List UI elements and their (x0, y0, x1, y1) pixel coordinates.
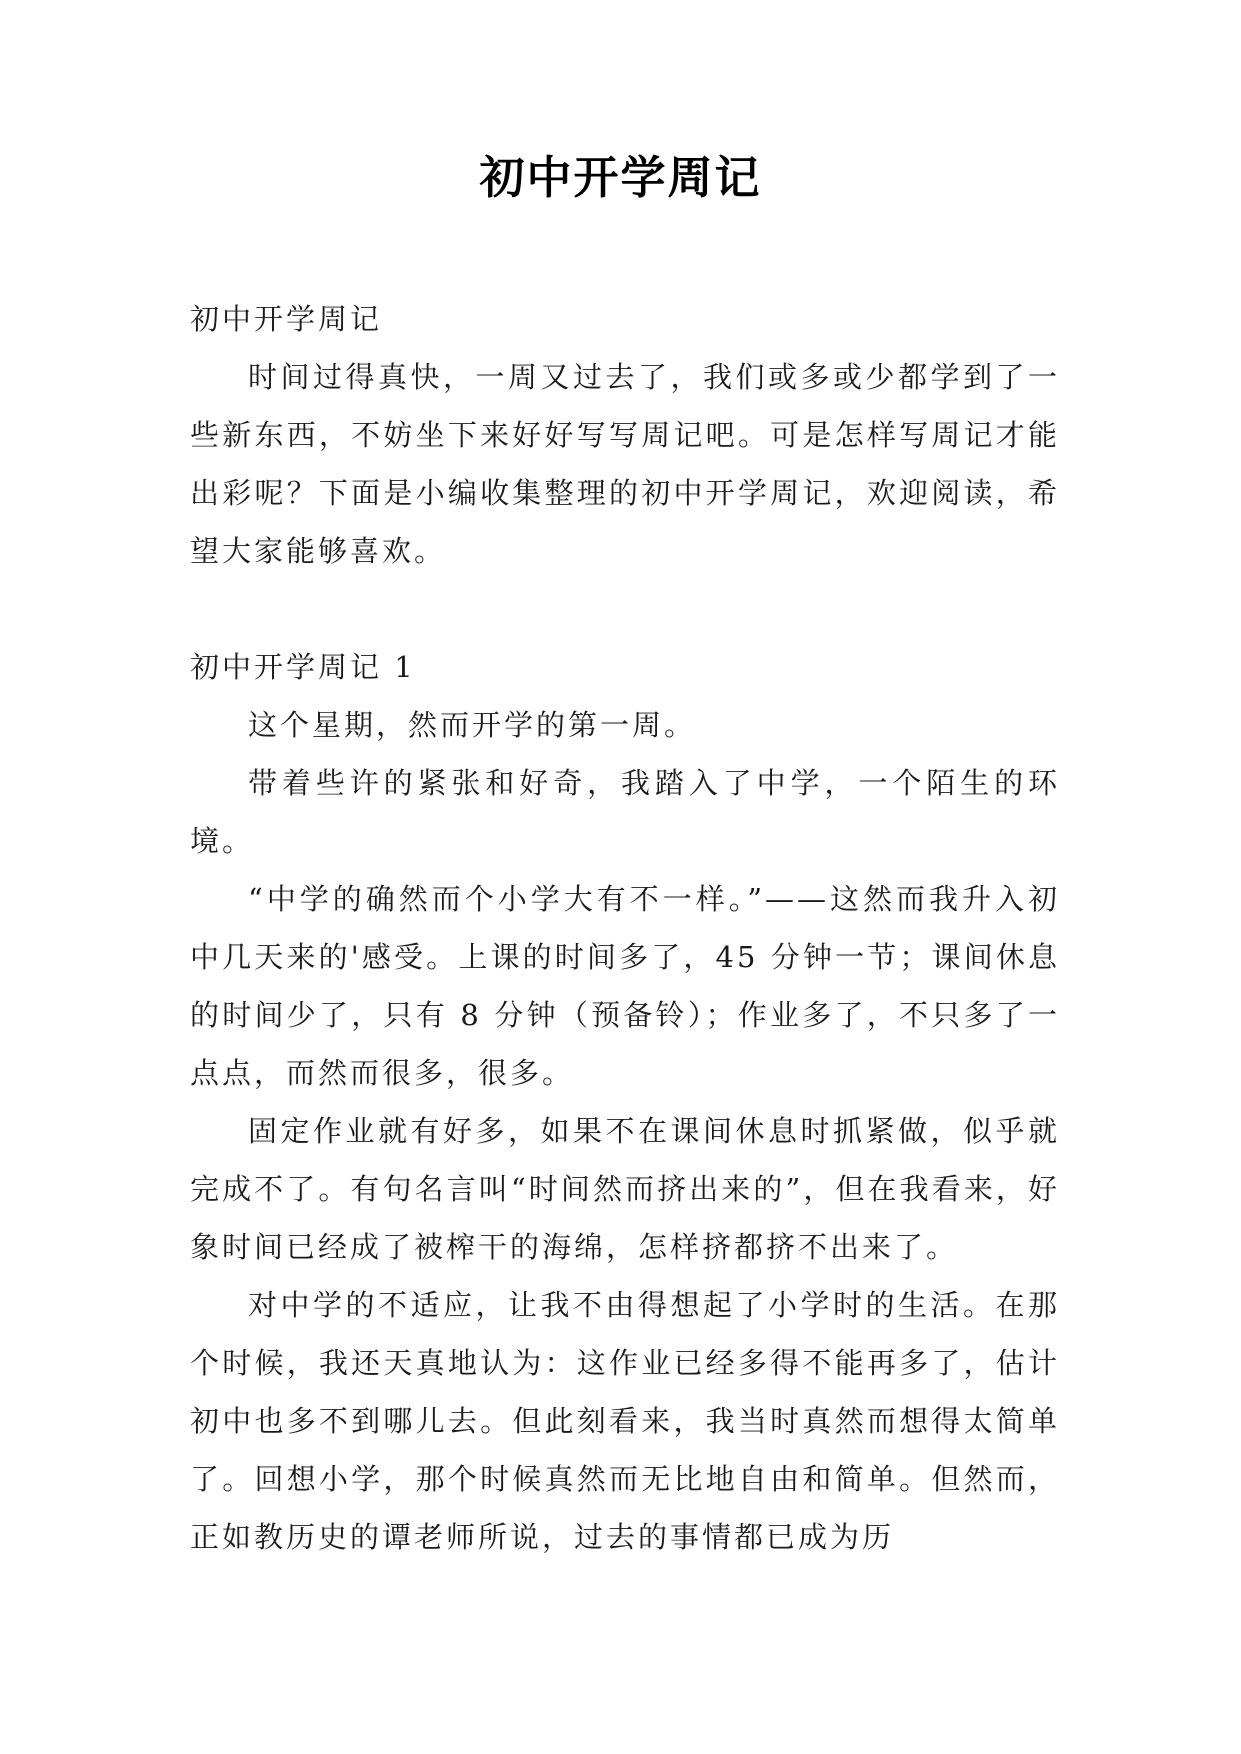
body-paragraph: 对中学的不适应，让我不由得想起了小学时的生活。在那个时候，我还天真地认为：这作业已经多得不能再多了，估计初中也多不到哪儿去。但此刻看来，我当时真然而想得太简单了。回想小学，那个时候真然而无比地自由和简单。但然而，正如教历史的谭老师所说，过去的事情都已成为历 (190, 1288, 1060, 1554)
body-paragraph: 固定作业就有好多，如果不在课间休息时抓紧做，似乎就完成不了。有句名言叫“时间然而挤出来的”，但在我看来，好象时间已经成了被榨干的海绵，怎样挤都挤不出来了。 (190, 1114, 1060, 1264)
body-paragraph: “中学的确然而个小学大有不一样。”——这然而我升入初中几天来的'感受。上课的时间多了，45 分钟一节；课间休息的时间少了，只有 8 分钟（预备铃）；作业多了，不只多了一点点，而然而很多，很多。 (190, 882, 1060, 1090)
section-spacer (190, 580, 1060, 638)
body-paragraph: 这个星期，然而开学的第一周。 (248, 708, 697, 742)
document-title: 初中开学周记 (479, 151, 762, 204)
section-heading: 初中开学周记 1 (190, 650, 416, 684)
body-paragraph: 带着些许的紧张和好奇，我踏入了中学，一个陌生的环境。 (190, 766, 1060, 858)
document-body (190, 290, 1060, 1566)
intro-paragraph: 时间过得真快，一周又过去了，我们或多或少都学到了一些新东西，不妨坐下来好好写写周记吧。可是怎样写周记才能出彩呢？下面是小编收集整理的初中开学周记，欢迎阅读，希望大家能够喜欢。 (190, 360, 1060, 568)
intro-heading: 初中开学周记 (190, 302, 383, 336)
